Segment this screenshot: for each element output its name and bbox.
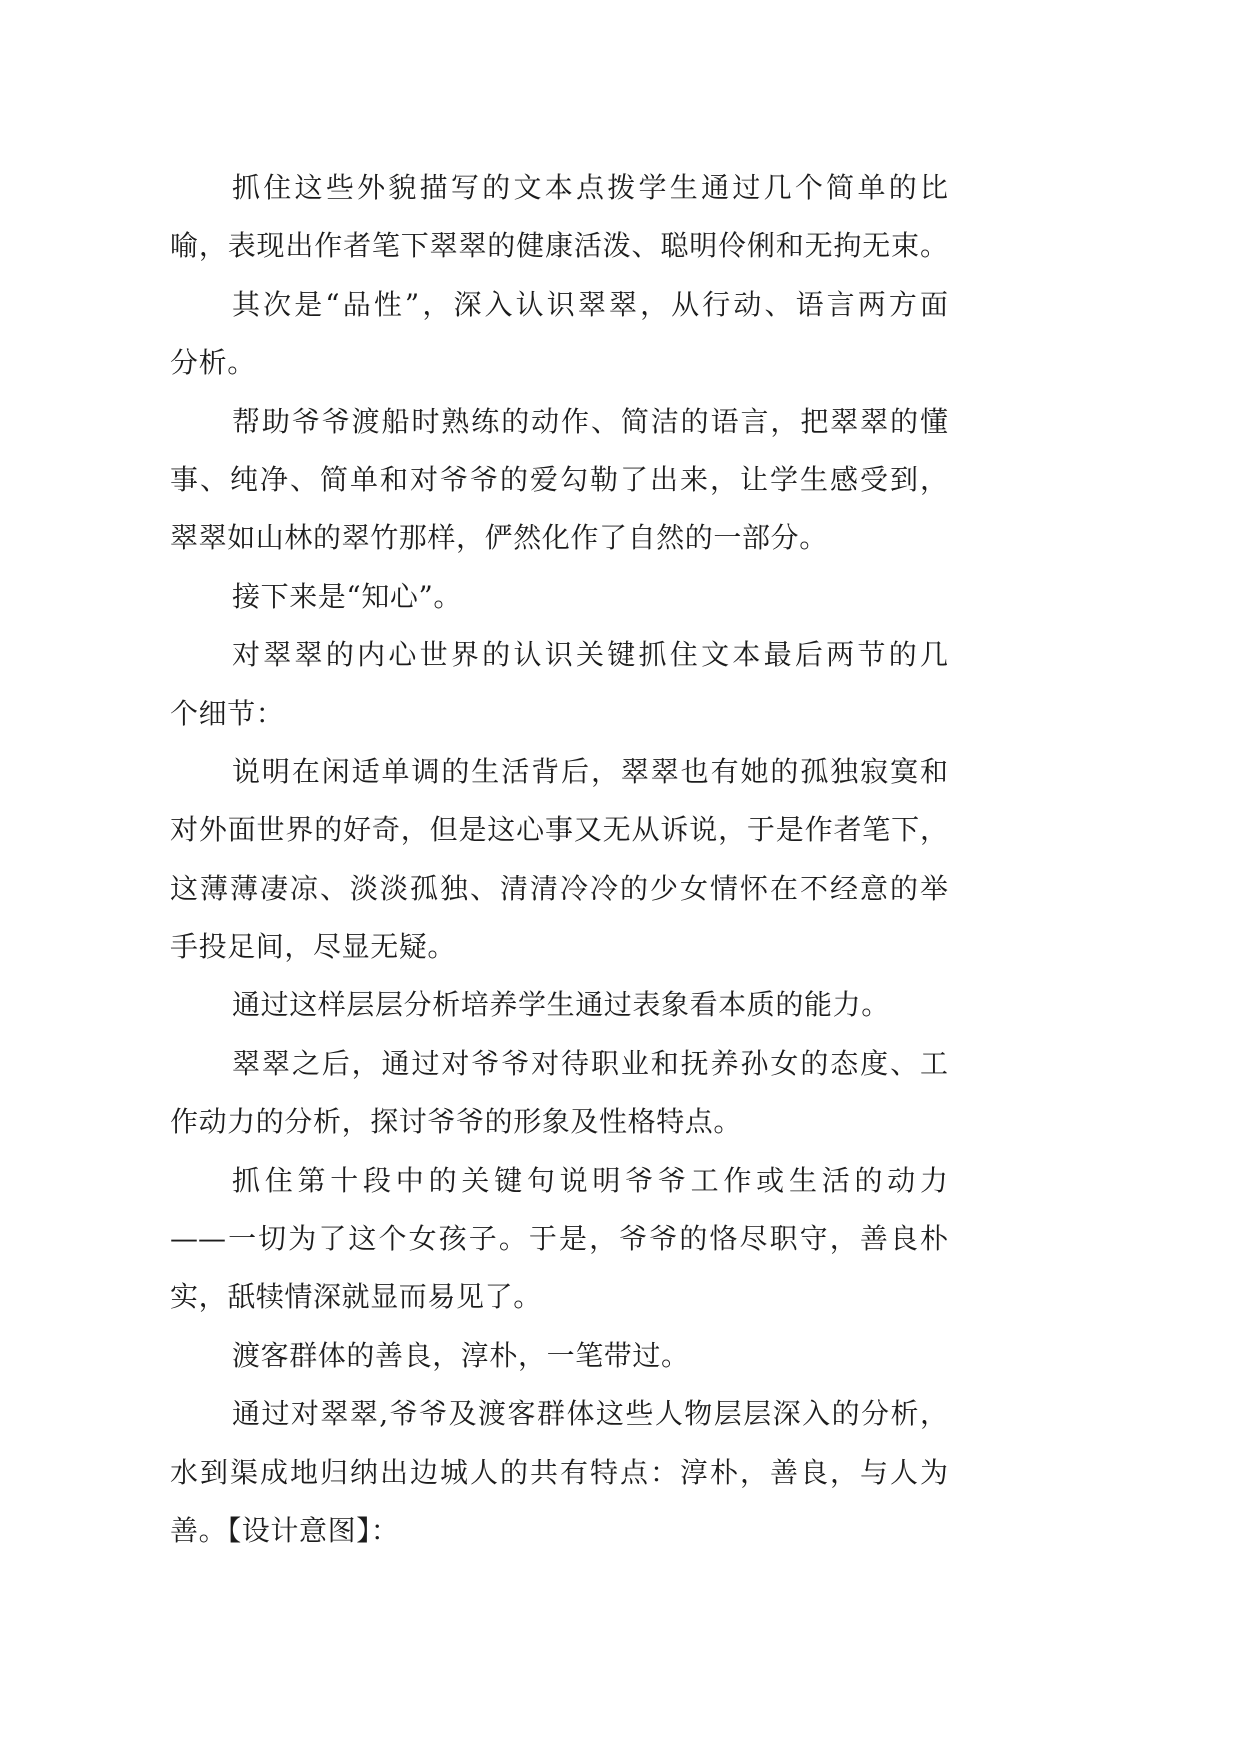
paragraph bbox=[170, 976, 948, 1034]
text-line: 接下来是“知心”。 bbox=[232, 579, 463, 613]
paragraph bbox=[170, 568, 948, 626]
text-line: 这薄薄凄凉、淡淡孤独、清清冷冷的少女情怀在不经意的举 bbox=[170, 871, 948, 905]
text-line: 作动力的分析，探讨爷爷的形象及性格特点。 bbox=[170, 1105, 743, 1139]
paragraph bbox=[170, 743, 948, 977]
text-line: 对翠翠的内心世界的认识关键抓住文本最后两节的几 bbox=[232, 638, 948, 672]
paragraph bbox=[170, 626, 948, 743]
text-line: 通过对翠翠,爷爷及渡客群体这些人物层层深入的分析， bbox=[232, 1397, 948, 1431]
text-line: 个细节： bbox=[170, 696, 285, 730]
text-line: 实，舐犊情深就显而易见了。 bbox=[170, 1280, 542, 1314]
text-line: 帮助爷爷渡船时熟练的动作、简洁的语言，把翠翠的懂 bbox=[232, 404, 948, 438]
text-line: 事、纯净、简单和对爷爷的爱勾勒了出来，让学生感受到， bbox=[170, 462, 948, 496]
text-line: 渡客群体的善良，淳朴，一笔带过。 bbox=[232, 1338, 690, 1372]
paragraph bbox=[170, 159, 948, 276]
text-line: 喻，表现出作者笔下翠翠的健康活泼、聪明伶俐和无拘无束。 bbox=[170, 229, 948, 263]
text-line: 翠翠如山林的翠竹那样，俨然化作了自然的一部分。 bbox=[170, 521, 828, 555]
text-line: 抓住这些外貌描写的文本点拨学生通过几个简单的比 bbox=[232, 171, 948, 204]
text-line: 通过这样层层分析培养学生通过表象看本质的能力。 bbox=[232, 988, 890, 1022]
text-line: 说明在闲适单调的生活背后，翠翠也有她的孤独寂寞和 bbox=[232, 754, 948, 788]
text-line: 手投足间，尽显无疑。 bbox=[170, 930, 457, 964]
text-line: 水到渠成地归纳出边城人的共有特点：淳朴，善良，与人为 bbox=[170, 1455, 948, 1489]
document-body bbox=[170, 159, 948, 1560]
paragraph bbox=[170, 276, 948, 393]
paragraph bbox=[170, 393, 948, 568]
paragraph bbox=[170, 1035, 948, 1152]
text-line: 抓住第十段中的关键句说明爷爷工作或生活的动力 bbox=[232, 1163, 948, 1197]
paragraph bbox=[170, 1385, 948, 1560]
text-line: ——一切为了这个女孩子。于是，爷爷的恪尽职守，善良朴 bbox=[170, 1222, 948, 1256]
text-line: 翠翠之后，通过对爷爷对待职业和抚养孙女的态度、工 bbox=[232, 1046, 948, 1080]
paragraph bbox=[170, 1152, 948, 1327]
text-line: 分析。 bbox=[170, 346, 256, 380]
paragraph bbox=[170, 1327, 948, 1385]
text-line: 其次是“品性”，深入认识翠翠，从行动、语言两方面 bbox=[232, 287, 948, 321]
text-line: 善。【设计意图】： bbox=[170, 1513, 400, 1547]
text-line: 对外面世界的好奇，但是这心事又无从诉说，于是作者笔下， bbox=[170, 813, 948, 847]
